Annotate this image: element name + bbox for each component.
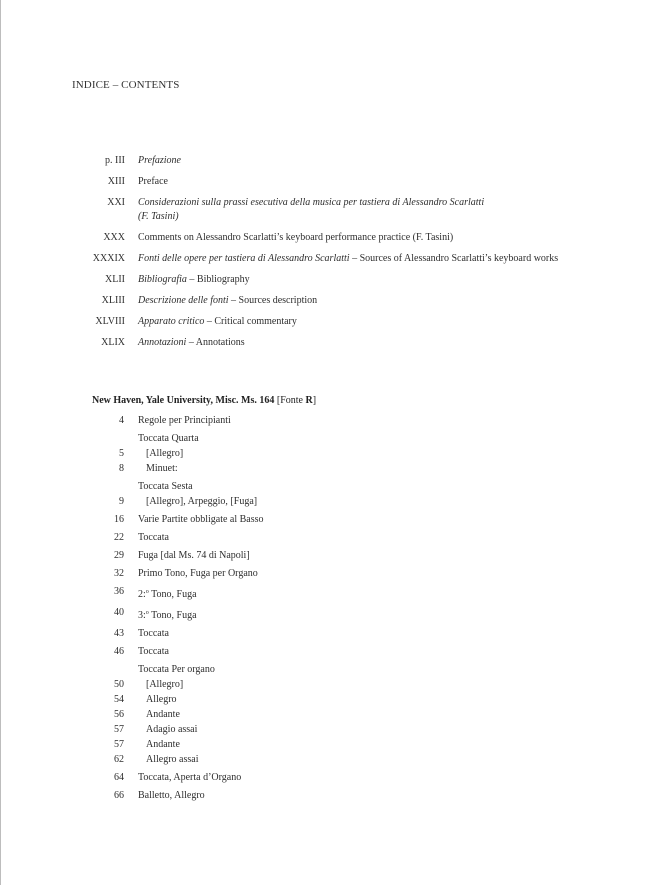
toc-entry-considerazioni[interactable] — [60, 196, 620, 224]
source-name: New Haven, Yale University, Misc. Ms. 164 — [92, 395, 275, 406]
works-title: Andante — [146, 739, 180, 750]
works-title: [Allegro] — [146, 448, 184, 459]
works-page: 40 — [114, 607, 124, 618]
works-title-sup: o — [145, 589, 149, 595]
works-title-prefix: 3: — [138, 610, 146, 621]
works-item[interactable] — [60, 738, 580, 752]
works-title-suffix: Tono, Fuga — [148, 589, 197, 600]
works-page: 54 — [114, 694, 124, 705]
works-item[interactable] — [60, 678, 580, 692]
works-item[interactable] — [60, 531, 580, 545]
works-page: 9 — [119, 496, 124, 507]
works-title: Allegro — [146, 694, 177, 705]
works-item[interactable] — [60, 723, 580, 737]
works-title: Allegro assai — [146, 754, 199, 765]
toc-page: XLIX — [101, 337, 125, 348]
works-item[interactable] — [60, 771, 580, 785]
works-item[interactable] — [60, 585, 580, 602]
works-item[interactable] — [60, 414, 580, 428]
toc-title-italic: Apparato critico — [138, 316, 205, 327]
works-item[interactable] — [60, 495, 580, 509]
works-item[interactable] — [60, 462, 580, 476]
works-title: Regole per Principianti — [138, 415, 231, 426]
works-page: 29 — [114, 550, 124, 561]
works-title: [Allegro], Arpeggio, [Fuga] — [146, 496, 258, 507]
toc-title-italic: Descrizione delle fonti — [138, 295, 229, 306]
works-title: Toccata Per organo — [138, 664, 215, 675]
works-page: 5 — [119, 448, 124, 459]
works-page: 16 — [114, 514, 124, 525]
source-bracket-open: [Fonte — [274, 395, 306, 406]
works-title: Minuet: — [146, 463, 178, 474]
toc-title-italic: Bibliografia — [138, 274, 187, 285]
works-title: Primo Tono, Fuga per Organo — [138, 568, 258, 579]
toc-entry-preface[interactable] — [60, 175, 620, 189]
toc-title-italic: Prefazione — [138, 155, 181, 166]
toc-entry-prefazione[interactable] — [60, 154, 620, 168]
toc-page: XLII — [105, 274, 125, 285]
works-title: Andante — [146, 709, 180, 720]
toc-title-italic: Considerazioni sulla prassi esecutiva della musica per tastiera di Alessandro Scarlatti — [138, 197, 485, 208]
works-title-sup: o — [145, 610, 149, 616]
source-siglum: R — [305, 395, 313, 406]
works-item[interactable] — [60, 513, 580, 527]
works-page: 36 — [114, 586, 124, 597]
works-page: 64 — [114, 772, 124, 783]
works-title: Toccata, Aperta d’Organo — [138, 772, 242, 783]
toc-entry-comments[interactable] — [60, 231, 620, 245]
toc-title-english: – Bibliography — [186, 274, 250, 285]
toc-title-italic: Annotazioni — [138, 337, 187, 348]
works-title: Toccata — [138, 532, 169, 543]
works-page: 46 — [114, 646, 124, 657]
toc-page: XXI — [107, 197, 125, 208]
page-heading: INDICE – CONTENTS — [72, 79, 180, 91]
works-title: Toccata — [138, 628, 169, 639]
works-title: Toccata Quarta — [138, 433, 199, 444]
works-title: Balletto, Allegro — [138, 790, 205, 801]
toc-title-italic: Fonti delle opere per tastiera di Alessandro Scarlatti — [138, 253, 350, 264]
toc-title: Comments on Alessandro Scarlatti’s keyboard performance practice (F. Tasini) — [138, 232, 454, 243]
toc-entry-descrizione[interactable] — [60, 294, 620, 308]
works-item[interactable] — [60, 789, 580, 803]
works-item-heading — [60, 663, 580, 677]
toc-list — [60, 154, 620, 357]
works-item[interactable] — [60, 549, 580, 563]
works-item-heading — [60, 432, 580, 446]
toc-entry-bibliografia[interactable] — [60, 273, 620, 287]
works-item[interactable] — [60, 753, 580, 767]
toc-author: (F. Tasini) — [138, 211, 179, 222]
works-title — [138, 606, 580, 623]
toc-title-english: – Critical commentary — [204, 316, 297, 327]
toc-page: XIII — [107, 176, 125, 187]
works-title: Toccata Sesta — [138, 481, 193, 492]
works-title-suffix: Tono, Fuga — [148, 610, 197, 621]
works-page: 4 — [119, 415, 124, 426]
works-page: 57 — [114, 724, 124, 735]
toc-title-english: – Annotations — [186, 337, 245, 348]
source-heading — [92, 395, 316, 406]
works-list — [60, 414, 580, 803]
works-page: 50 — [114, 679, 124, 690]
works-page: 66 — [114, 790, 124, 801]
works-page: 57 — [114, 739, 124, 750]
toc-entry-annotazioni[interactable] — [60, 336, 620, 350]
works-title-prefix: 2: — [138, 589, 146, 600]
works-title: Toccata — [138, 646, 169, 657]
works-title: Varie Partite obbligate al Basso — [138, 514, 264, 525]
works-item[interactable] — [60, 708, 580, 722]
source-bracket-close: ] — [312, 395, 317, 406]
works-page: 32 — [114, 568, 124, 579]
toc-page: XLVIII — [95, 316, 125, 327]
toc-page: XXX — [103, 232, 125, 243]
toc-title: Preface — [138, 176, 168, 187]
works-item[interactable] — [60, 567, 580, 581]
toc-page: XLIII — [101, 295, 125, 306]
works-page: 22 — [114, 532, 124, 543]
toc-page: XXXIX — [92, 253, 125, 264]
works-item[interactable] — [60, 447, 580, 461]
works-page: 8 — [119, 463, 124, 474]
works-title — [138, 585, 580, 602]
works-page: 43 — [114, 628, 124, 639]
works-item[interactable] — [60, 606, 580, 623]
works-title: Fuga [dal Ms. 74 di Napoli] — [138, 550, 250, 561]
works-title: Adagio assai — [146, 724, 198, 735]
works-title: [Allegro] — [146, 679, 184, 690]
toc-entry-fonti[interactable] — [60, 252, 620, 266]
toc-entry-apparato[interactable] — [60, 315, 620, 329]
works-item-heading — [60, 480, 580, 494]
toc-page: p. III — [105, 155, 125, 166]
works-page: 56 — [114, 709, 124, 720]
works-item[interactable] — [60, 627, 580, 641]
works-page: 62 — [114, 754, 124, 765]
toc-title-english: – Sources of Alessandro Scarlatti’s keyboard works — [349, 253, 559, 264]
toc-title-english: – Sources description — [228, 295, 318, 306]
page-edge — [0, 0, 1, 885]
works-item[interactable] — [60, 693, 580, 707]
works-item[interactable] — [60, 645, 580, 659]
